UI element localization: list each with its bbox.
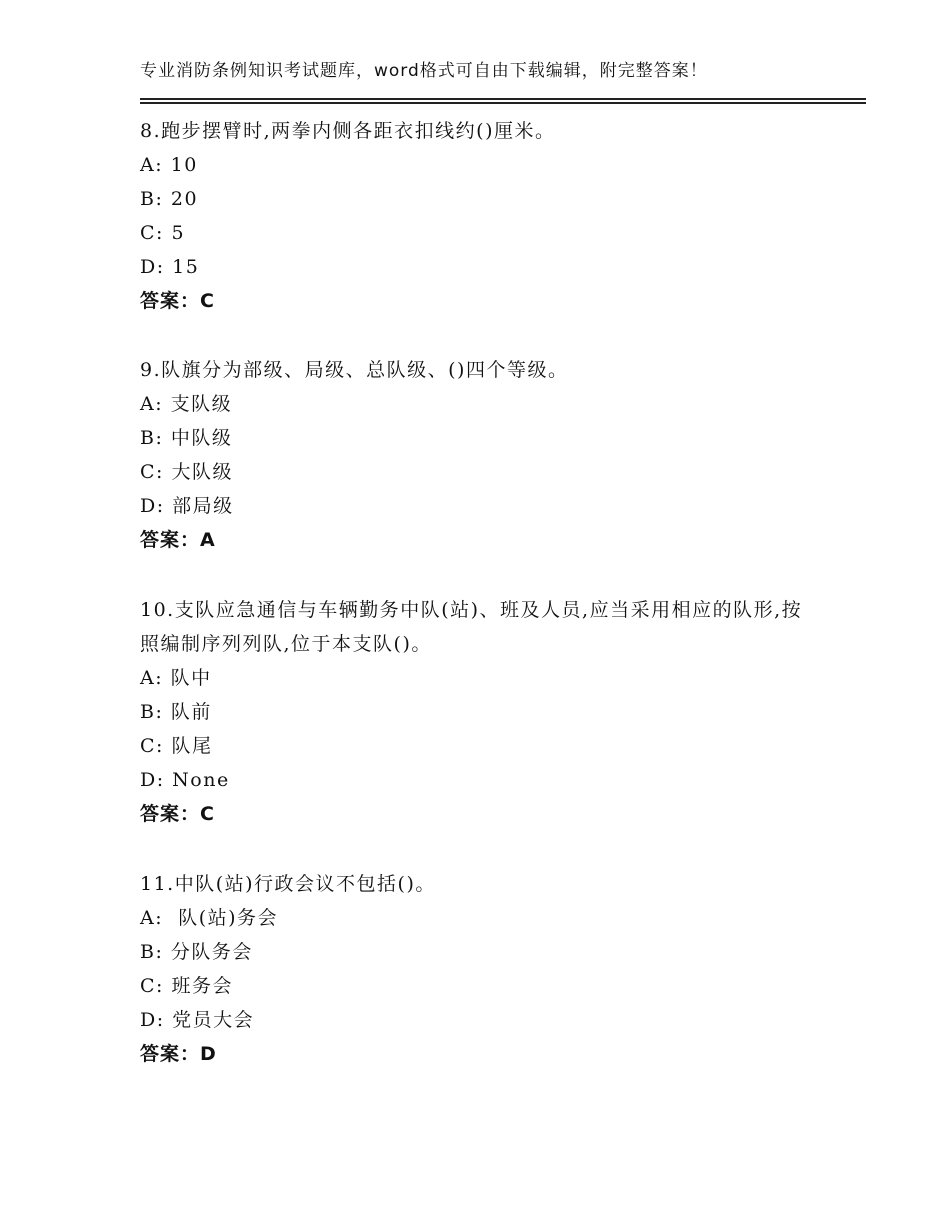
option-c: C: 班务会	[140, 975, 233, 997]
header-divider-bottom	[140, 102, 866, 104]
question-stem: 11.中队(站)行政会议不包括()。	[140, 873, 436, 895]
option-b: B: 分队务会	[140, 941, 253, 963]
option-d: D: None	[140, 769, 230, 791]
option-c: C: 5	[140, 222, 186, 244]
option-a: A: 队中	[140, 667, 212, 689]
option-a: A: 队(站)务会	[140, 907, 279, 929]
option-d: D: 党员大会	[140, 1009, 255, 1031]
answer-line: 答案：C	[140, 803, 215, 825]
document-header: 专业消防条例知识考试题库，word格式可自由下载编辑，附完整答案！	[140, 61, 708, 81]
question-8	[140, 114, 820, 318]
answer-line: 答案：D	[140, 1043, 217, 1065]
option-d: D: 部局级	[140, 495, 234, 517]
question-stem: 9.队旗分为部级、局级、总队级、()四个等级。	[140, 359, 569, 381]
option-c: C: 大队级	[140, 461, 233, 483]
option-a: A: 10	[140, 154, 198, 176]
question-10	[140, 593, 820, 831]
option-a: A: 支队级	[140, 393, 233, 415]
option-c: C: 队尾	[140, 735, 213, 757]
option-b: B: 队前	[140, 701, 212, 723]
header-divider-top	[140, 98, 866, 100]
option-b: B: 中队级	[140, 427, 233, 449]
answer-line: 答案：C	[140, 290, 215, 312]
option-d: D: 15	[140, 256, 200, 278]
question-11	[140, 867, 820, 1071]
answer-line: 答案：A	[140, 529, 216, 551]
question-stem: 8.跑步摆臂时,两拳内侧各距衣扣线约()厘米。	[140, 120, 556, 142]
question-9	[140, 353, 820, 557]
question-stem: 10.支队应急通信与车辆勤务中队(站)、班及人员,应当采用相应的队形,按照编制序列列队,位于本支队()。	[140, 599, 803, 655]
option-b: B: 20	[140, 188, 199, 210]
